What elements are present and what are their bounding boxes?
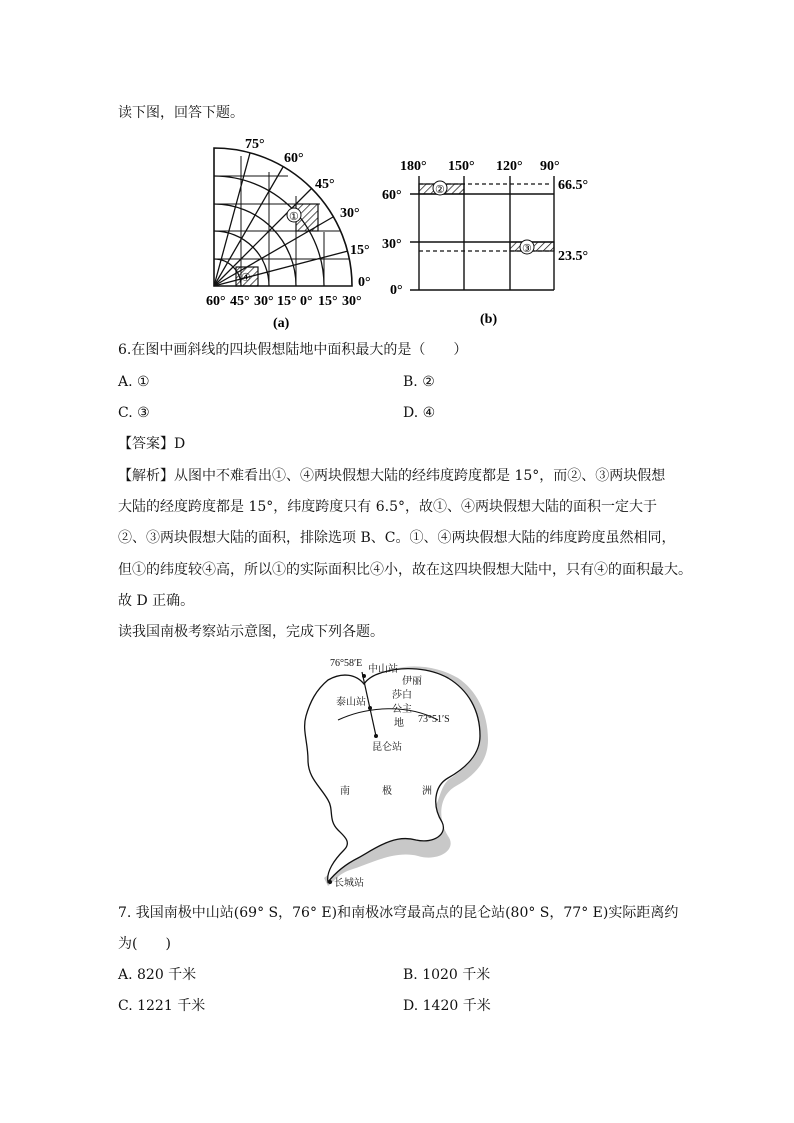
marker-2: ② <box>435 184 445 196</box>
q7-option-d[interactable]: D. 1420 千米 <box>403 998 491 1014</box>
q6-analysis-line: 故 D 正确。 <box>118 593 195 609</box>
fig-a-top-label: 15° <box>350 243 370 258</box>
marker-1: ① <box>289 211 299 223</box>
fig-a-bottom-label: 15° <box>277 294 297 309</box>
fig-b-top-label: 180° <box>400 159 427 174</box>
marker-3: ③ <box>522 243 532 255</box>
elizabeth-char: 白 <box>402 690 412 701</box>
fig-a-top-label: 30° <box>340 206 360 221</box>
fig-a-bottom-label: 30° <box>342 294 362 309</box>
q7-intro: 读我国南极考察站示意图，完成下列各题。 <box>118 624 384 640</box>
q6-analysis-line: 大陆的经度跨度都是 15°，纬度跨度只有 6.5°，故①、④两块假想大陆的面积一定大于 <box>118 499 657 515</box>
fig-b-top-label: 120° <box>496 159 523 174</box>
q6-answer: 【答案】D <box>118 436 186 452</box>
q6-option-c[interactable]: C. ③ <box>118 405 150 421</box>
q7-option-a[interactable]: A. 820 千米 <box>118 967 197 983</box>
continent-char: 极 <box>382 786 392 797</box>
fig-b-top-label: 150° <box>448 159 475 174</box>
kunlun-dot <box>374 734 378 738</box>
fig-a-bottom-label: 30° <box>254 294 274 309</box>
taishan-label: 泰山站 <box>336 697 366 708</box>
fig-a-top-label: 0° <box>358 275 371 290</box>
taishan-dot <box>368 706 372 710</box>
q6-option-a[interactable]: A. ① <box>118 374 150 390</box>
fig-a-bottom-label: 45° <box>230 294 250 309</box>
q7-stem-line1: 7. 我国南极中山站(69° S，76° E)和南极冰穹最高点的昆仑站(80° S，77° E)实际距离约 <box>118 905 679 921</box>
fig-a-bottom-label: 60° <box>206 294 226 309</box>
q6-analysis-line: 但①的纬度较④高，所以①的实际面积比④小，故在这四块假想大陆中，只有④的面积最大。 <box>118 562 692 578</box>
changcheng-label: 长城站 <box>334 878 364 889</box>
q6-option-d[interactable]: D. ④ <box>403 405 436 421</box>
fig-a-top-label: 60° <box>284 151 304 166</box>
zhongshan-dot <box>362 674 366 678</box>
q6-option-b[interactable]: B. ② <box>403 374 435 390</box>
q6-analysis-line: 【解析】从图中不难看出①、④两块假想大陆的经纬度跨度都是 15°，而②、③两块假想 <box>118 468 666 484</box>
elizabeth-char: 伊 <box>402 676 412 687</box>
fig-b-right-label: 23.5° <box>558 249 589 264</box>
elizabeth-char: 公 <box>392 704 402 715</box>
antarctica-map <box>298 650 503 895</box>
changcheng-dot <box>328 880 332 884</box>
continent-char: 洲 <box>422 786 432 797</box>
zhongshan-label: 中山站 <box>368 664 398 675</box>
elizabeth-char: 地 <box>394 718 404 729</box>
q7-option-b[interactable]: B. 1020 千米 <box>403 967 491 983</box>
continent-char: 南 <box>340 786 350 797</box>
fig-b-top-label: 90° <box>540 159 560 174</box>
lat-label: 73°51′S <box>418 714 450 725</box>
fig-a-top-label: 45° <box>315 177 335 192</box>
q6-analysis-line: ②、③两块假想大陆的面积，排除选项 B、C。①、④两块假想大陆的纬度跨度虽然相同， <box>118 530 676 546</box>
figure-a-graticule <box>214 148 352 286</box>
fig-a-bottom-label: 0° <box>300 294 313 309</box>
fig-b-caption: (b) <box>480 312 498 327</box>
marker-4: ④ <box>241 272 251 284</box>
q6-intro: 读下图，回答下题。 <box>118 105 244 121</box>
q7-option-c[interactable]: C. 1221 千米 <box>118 998 206 1014</box>
figure-b <box>380 152 605 332</box>
q6-stem: 6.在图中画斜线的四块假想陆地中面积最大的是（ ） <box>118 342 468 358</box>
elizabeth-char: 丽 <box>412 676 422 687</box>
fig-a-top-label: 75° <box>245 137 265 152</box>
figure-a <box>200 130 380 335</box>
fig-b-left-label: 60° <box>382 188 402 203</box>
fig-b-left-label: 0° <box>390 283 403 298</box>
fig-b-right-label: 66.5° <box>558 178 589 193</box>
lon-label: 76°58′E <box>330 658 363 669</box>
elizabeth-char: 莎 <box>392 690 402 701</box>
fig-a-bottom-label: 15° <box>318 294 338 309</box>
kunlun-label: 昆仑站 <box>372 742 402 753</box>
fig-b-left-label: 30° <box>382 237 402 252</box>
fig-a-caption: (a) <box>273 316 290 331</box>
elizabeth-char: 主 <box>402 704 412 715</box>
q7-stem-line2: 为( ) <box>118 936 171 952</box>
